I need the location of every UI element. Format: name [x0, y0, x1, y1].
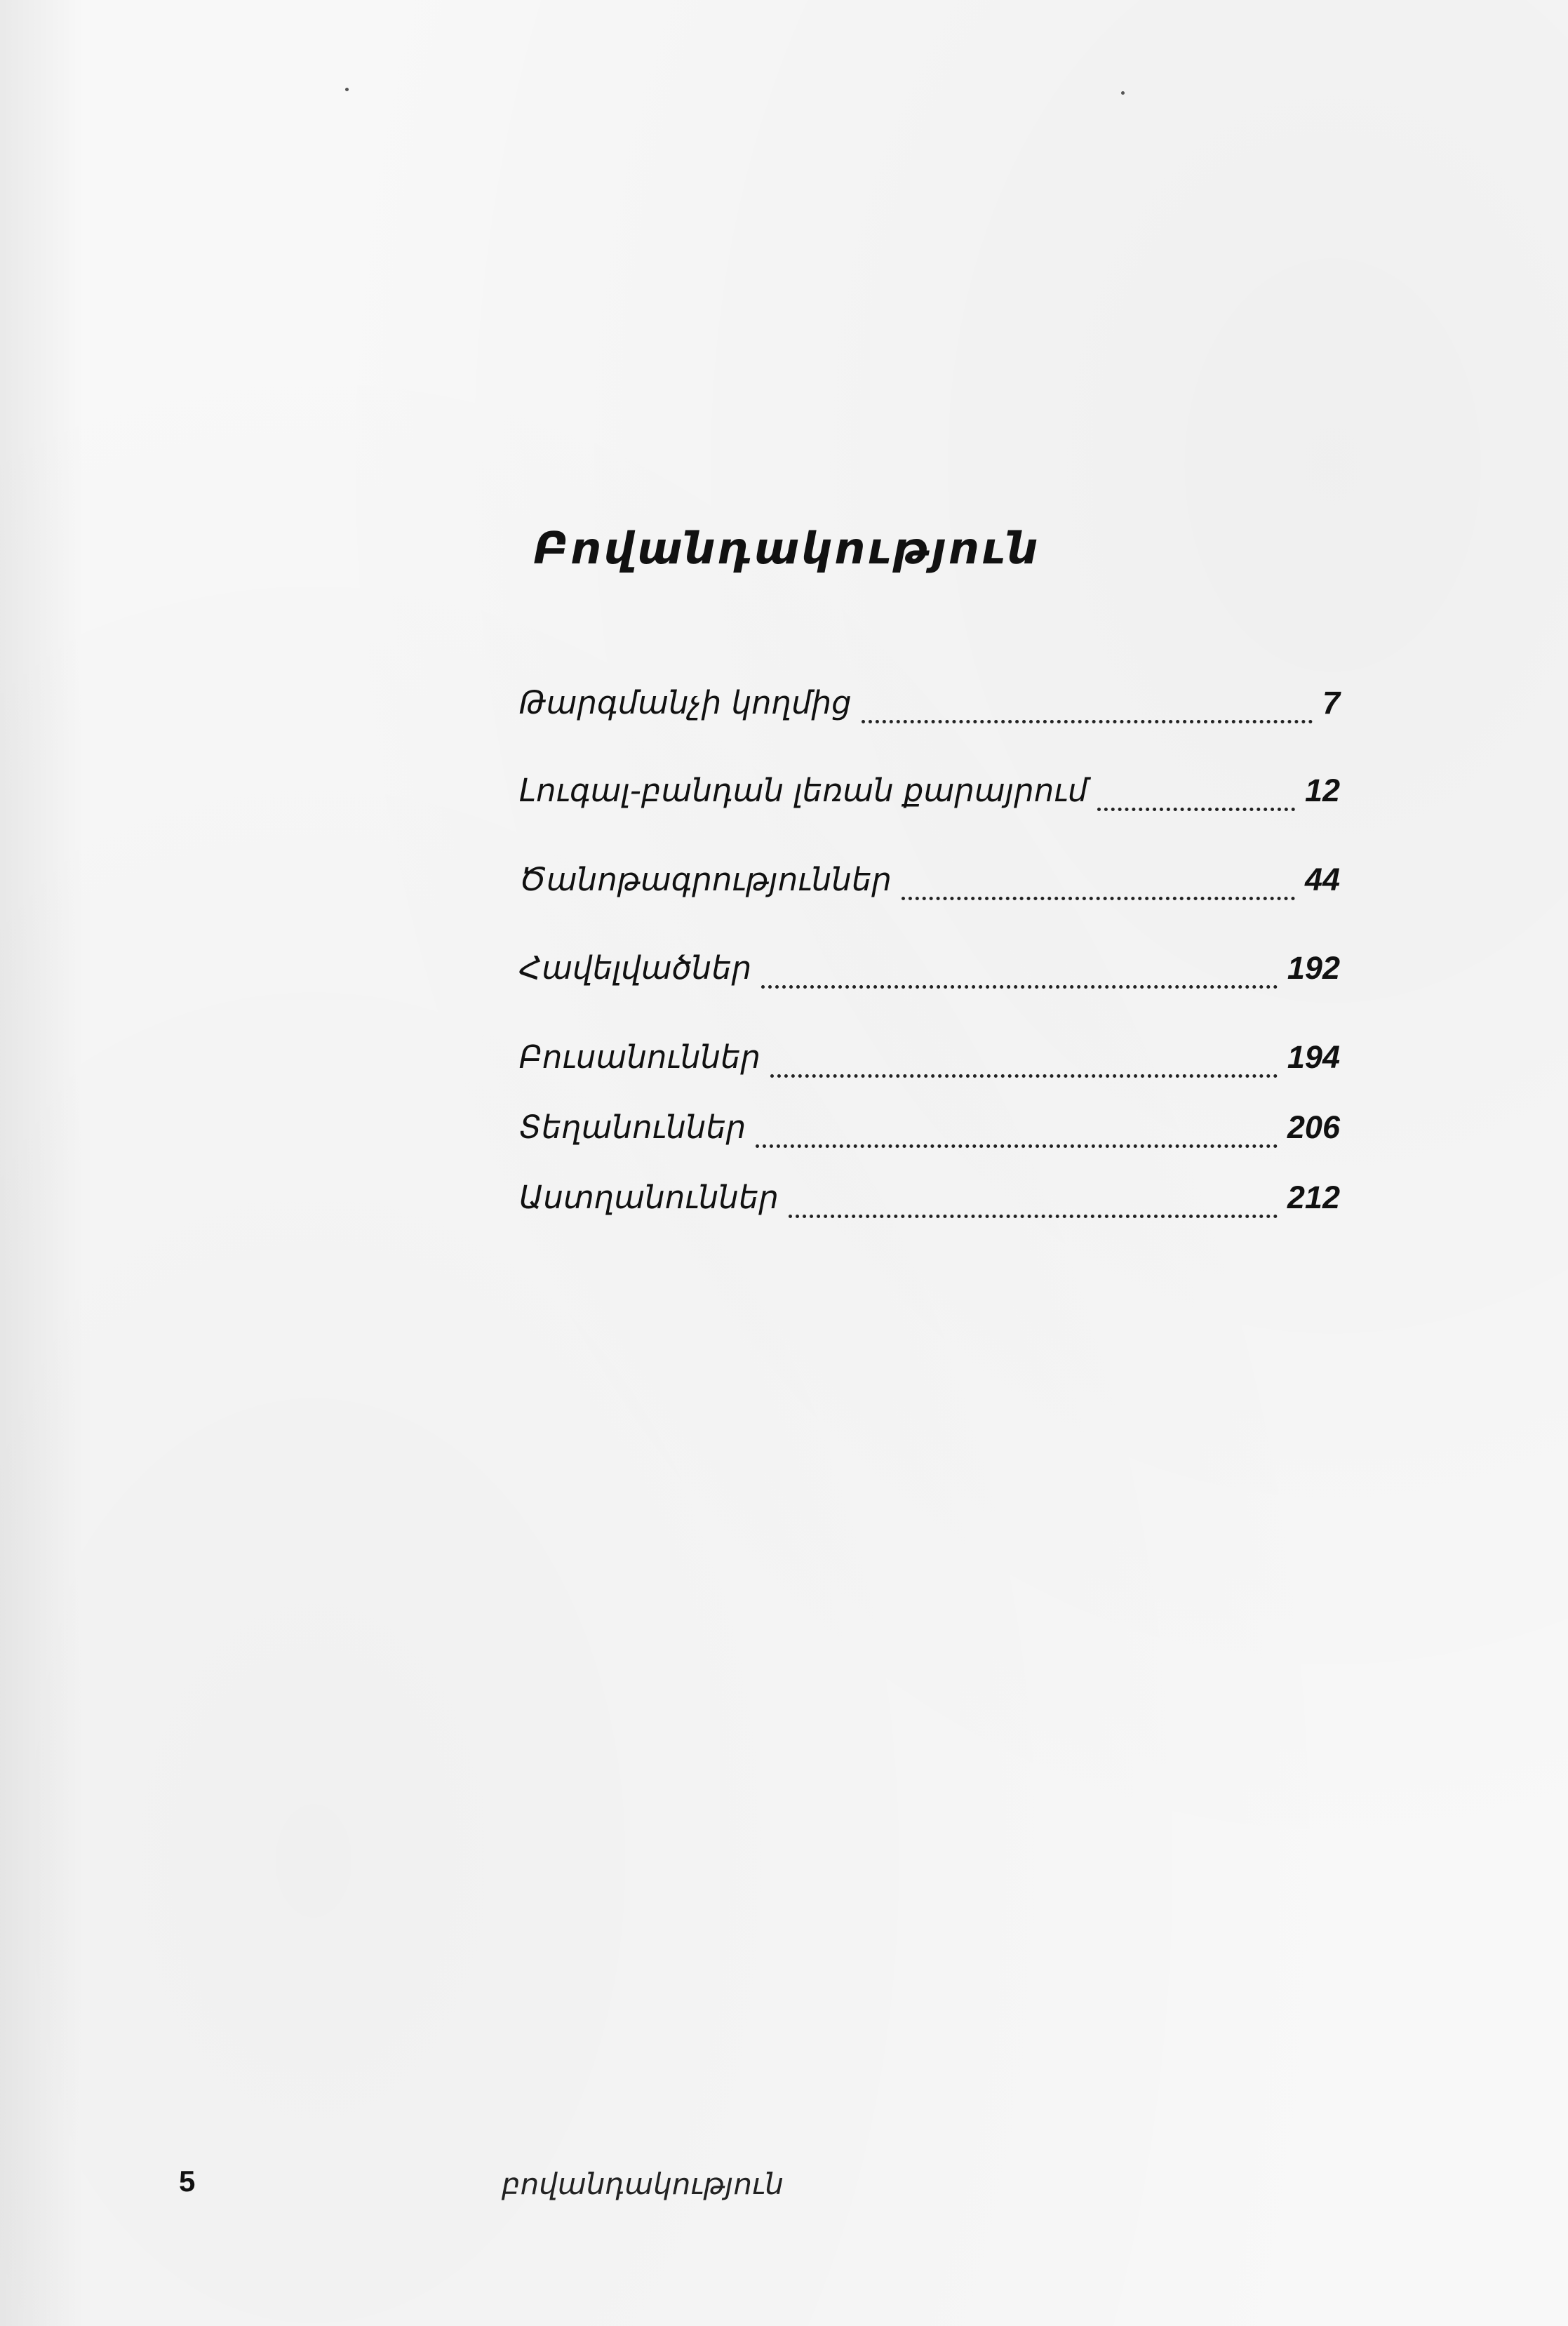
toc-entry-label: Լուգալ-բանդան լեռան քարայրում: [519, 772, 1088, 809]
toc-entry: [519, 772, 1340, 821]
toc-entry-page: 192: [1287, 950, 1340, 986]
toc-entry-label: Հավելվածներ: [519, 949, 752, 987]
dot-leader: [1097, 808, 1295, 811]
toc-entry: [519, 1038, 1340, 1088]
dot-leader: [862, 720, 1313, 723]
dot-leader: [756, 1144, 1278, 1148]
toc-entry-page: 206: [1287, 1109, 1340, 1145]
print-speck: [1121, 91, 1125, 95]
toc-entry-page: 12: [1304, 773, 1340, 808]
toc-entry: [519, 684, 1340, 733]
footer-page-number: 5: [179, 2165, 196, 2198]
toc-title: Բովանդակություն: [533, 523, 1040, 574]
toc-entry-page: 194: [1287, 1039, 1340, 1075]
toc-entry-label: Թարգմանչի կողմից: [519, 684, 852, 721]
dot-leader: [761, 985, 1278, 989]
footer-running-title: բովանդակություն: [502, 2167, 784, 2201]
toc-entry: [519, 1179, 1340, 1228]
toc-entry-page: 212: [1287, 1179, 1340, 1215]
toc-entry-label: Աստղանուններ: [519, 1179, 779, 1216]
dot-leader: [902, 897, 1295, 900]
dot-leader: [789, 1215, 1278, 1218]
toc-entry-label: Բուսանուններ: [519, 1038, 761, 1076]
toc-entry-label: Տեղանուններ: [519, 1109, 746, 1146]
dot-leader: [770, 1074, 1278, 1078]
toc-entry: [519, 1109, 1340, 1158]
toc-entry: [519, 949, 1340, 998]
toc-entry-page: 44: [1304, 862, 1340, 897]
print-speck: [345, 88, 349, 91]
toc-entry-label: Ծանոթագրություններ: [519, 861, 892, 898]
toc-entry-page: 7: [1322, 685, 1340, 721]
toc-entry: [519, 861, 1340, 910]
